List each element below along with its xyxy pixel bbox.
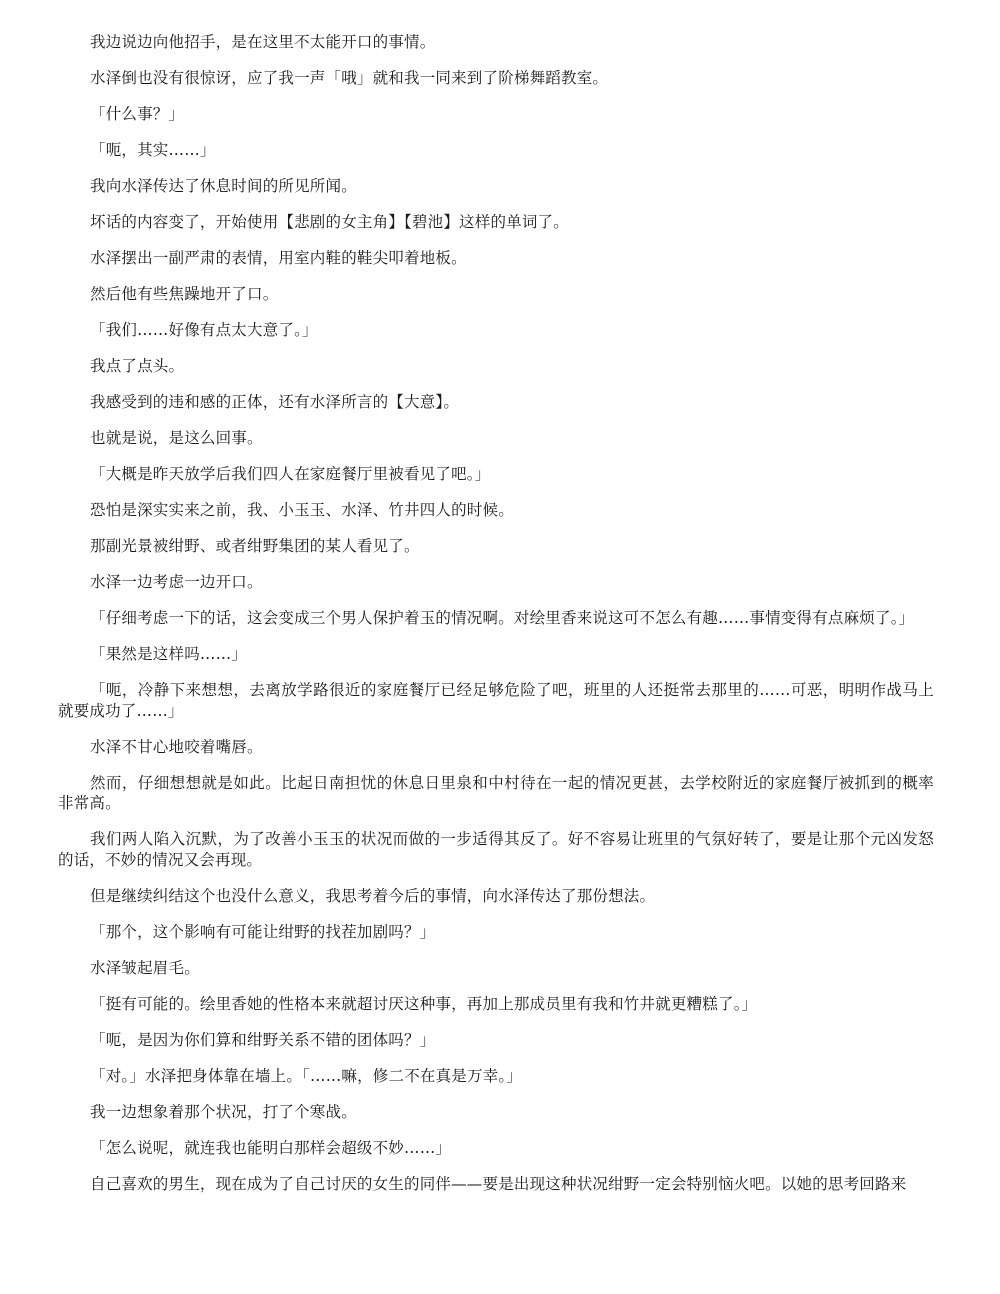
paragraph: 「仔细考虑一下的话，这会变成三个男人保护着玉的情况啊。对绘里香来说这可不怎么有趣……事情变得有点麻烦了。」	[90, 609, 915, 627]
paragraph: 也就是说，是这么回事。	[90, 429, 263, 447]
paragraph: 「呃，冷静下来想想，去离放学路很近的家庭餐厅已经足够危险了吧，班里的人还挺常去那里的……可恶，明明作战马上就要成功了……」	[58, 681, 934, 720]
paragraph: 坏话的内容变了，开始使用【悲剧的女主角】【碧池】这样的单词了。	[90, 213, 569, 231]
paragraph: 水泽一边考虑一边开口。	[90, 573, 263, 591]
paragraph: 「呃，其实……」	[90, 141, 216, 159]
paragraph: 我感受到的违和感的正体，还有水泽所言的【大意】。	[90, 393, 460, 411]
paragraph: 「挺有可能的。绘里香她的性格本来就超讨厌这种事，再加上那成员里有我和竹井就更糟糕了。」	[90, 994, 758, 1013]
paragraph: 我一边想象着那个状况，打了个寒战。	[90, 1102, 357, 1121]
paragraph: 「什么事？」	[90, 105, 185, 123]
paragraph: 然而，仔细想想就是如此。比起日南担忧的休息日里泉和中村待在一起的情况更甚，去学校附近的家庭餐厅被抓到的概率非常高。	[58, 773, 934, 812]
paragraph: 水泽皱起眉毛。	[90, 958, 200, 977]
paragraph: 「大概是昨天放学后我们四人在家庭餐厅里被看见了吧。」	[90, 465, 491, 483]
paragraph: 水泽不甘心地咬着嘴唇。	[90, 737, 263, 756]
paragraph: 自己喜欢的男生，现在成为了自己讨厌的女生的同伴——要是出现这种状况绀野一定会特别恼火吧。以她的思考回路来	[90, 1174, 907, 1193]
paragraph: 我点了点头。	[90, 357, 185, 375]
paragraph: 「果然是这样吗……」	[90, 645, 248, 663]
paragraph: 我边说边向他招手，是在这里不太能开口的事情。	[90, 33, 436, 51]
paragraph: 「呃，是因为你们算和绀野关系不错的团体吗？」	[90, 1030, 436, 1049]
paragraph: 我向水泽传达了休息时间的所见所闻。	[90, 177, 357, 195]
paragraph: 「那个，这个影响有可能让绀野的找茬加剧吗？」	[90, 922, 436, 941]
paragraph: 那副光景被绀野、或者绀野集团的某人看见了。	[90, 537, 420, 555]
paragraph: 然后他有些焦躁地开了口。	[90, 285, 279, 303]
paragraph: 我们两人陷入沉默，为了改善小玉玉的状况而做的一步适得其反了。好不容易让班里的气氛好转了，要是让那个元凶发怒的话，不妙的情况又会再现。	[58, 830, 934, 869]
paragraph: 水泽倒也没有很惊讶，应了我一声「哦」就和我一同来到了阶梯舞蹈教室。	[90, 69, 609, 87]
paragraph: 但是继续纠结这个也没什么意义，我思考着今后的事情，向水泽传达了那份想法。	[90, 886, 656, 905]
paragraph: 恐怕是深实实来之前，我、小玉玉、水泽、竹井四人的时候。	[90, 501, 514, 519]
document-page	[58, 32, 934, 1210]
paragraph: 水泽摆出一副严肃的表情，用室内鞋的鞋尖叩着地板。	[90, 249, 467, 267]
paragraph: 「我们……好像有点太大意了。」	[90, 321, 318, 339]
paragraph: 「怎么说呢，就连我也能明白那样会超级不妙……」	[90, 1138, 452, 1157]
paragraph: 「对。」水泽把身体靠在墙上。「……嘛，修二不在真是万幸。」	[90, 1066, 523, 1085]
